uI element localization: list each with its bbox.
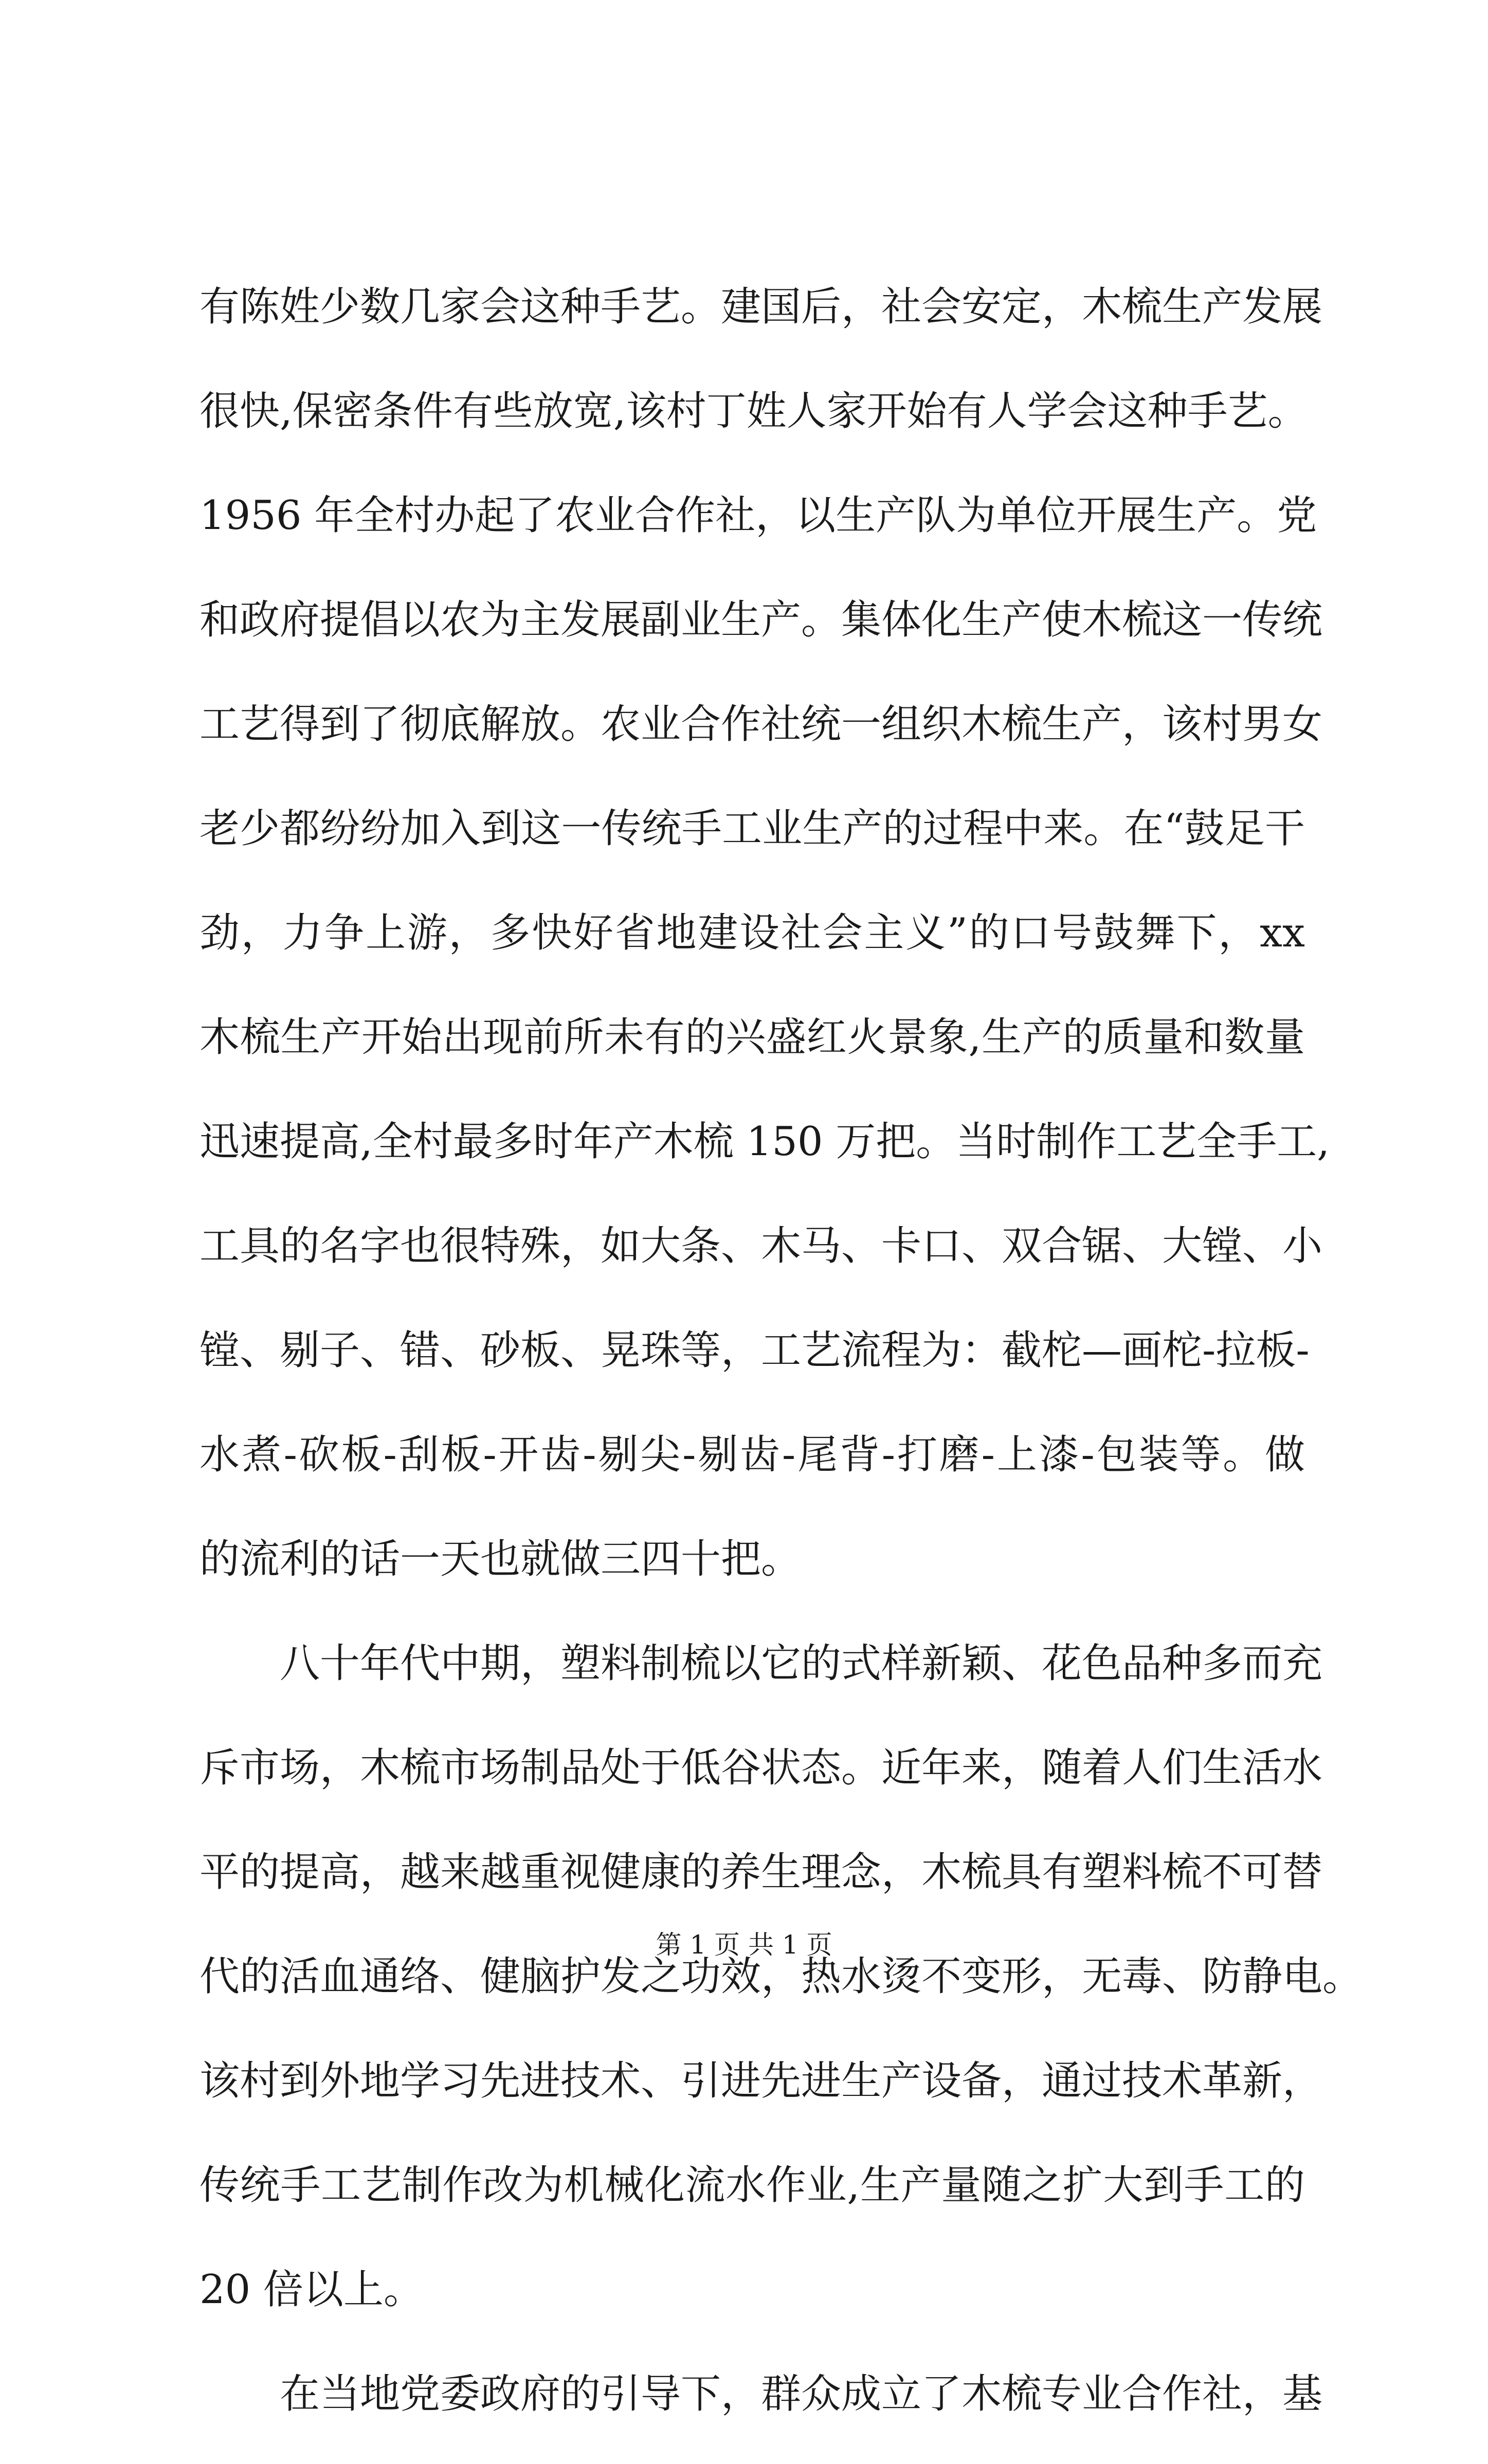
text-line: 在当地党委政府的引导下，群众成立了木梳专业合作社，基 <box>280 2371 1323 2417</box>
text-line: 斥市场，木梳市场制品处于低谷状态。近年来，随着人们生活水 <box>199 1745 1323 1791</box>
text-line: 传统手工艺制作改为机械化流水作业,生产量随之扩大到手工的 <box>199 2162 1305 2209</box>
text-line: 迅速提高,全村最多时年产木梳 150 万把。当时制作工艺全手工, <box>199 1119 1330 1165</box>
text-line: 工艺得到了彻底解放。农业合作社统一组织木梳生产，该村男女 <box>199 701 1323 747</box>
paragraph <box>199 1629 1363 2360</box>
text-line: 八十年代中期，塑料制梳以它的式样新颖、花色品种多而充 <box>280 1640 1323 1687</box>
body-text <box>199 272 1363 2464</box>
page-number-label: 第 1 页 共 1 页 <box>656 1930 832 1960</box>
text-line: 平的提高，越来越重视健康的养生理念，木梳具有塑料梳不可替 <box>199 1849 1323 1895</box>
paragraph <box>199 272 1330 1629</box>
page-footer <box>0 1927 1488 1963</box>
paragraph <box>199 2360 1323 2464</box>
text-line: 水煮-砍板-刮板-开齿-剔尖-剔齿-尾背-打磨-上漆-包装等。做 <box>199 1432 1305 1478</box>
text-line: 的流利的话一天也就做三四十把。 <box>199 1536 802 1582</box>
text-line: 该村到外地学习先进技术、引进先进生产设备，通过技术革新， <box>199 2058 1323 2104</box>
text-line: 镗、剔子、错、砂板、晃珠等，工艺流程为：截柁—画柁-拉板- <box>199 1327 1310 1374</box>
text-line: 老少都纷纷加入到这一传统手工业生产的过程中来。在“鼓足干 <box>199 806 1305 852</box>
text-line: 20 倍以上。 <box>199 2267 424 2313</box>
text-line: 1956 年全村办起了农业合作社，以生产队为单位开展生产。党 <box>199 492 1317 539</box>
text-line: 木梳生产开始出现前所未有的兴盛红火景象,生产的质量和数量 <box>199 1014 1305 1061</box>
text-line: 劲，力争上游，多快好省地建设社会主义”的口号鼓舞下，xx <box>199 910 1305 956</box>
text-line: 工具的名字也很特殊，如大条、木马、卡口、双合锯、大镗、小 <box>199 1223 1323 1269</box>
text-line: 很快,保密条件有些放宽,该村丁姓人家开始有人学会这种手艺。 <box>199 388 1308 434</box>
text-line: 有陈姓少数几家会这种手艺。建国后，社会安定，木梳生产发展 <box>199 284 1323 330</box>
text-line: 代的活血通络、健脑护发之功效，热水烫不变形，无毒、防静电。 <box>199 1954 1363 2000</box>
text-line: 和政府提倡以农为主发展副业生产。集体化生产使木梳这一传统 <box>199 597 1323 643</box>
